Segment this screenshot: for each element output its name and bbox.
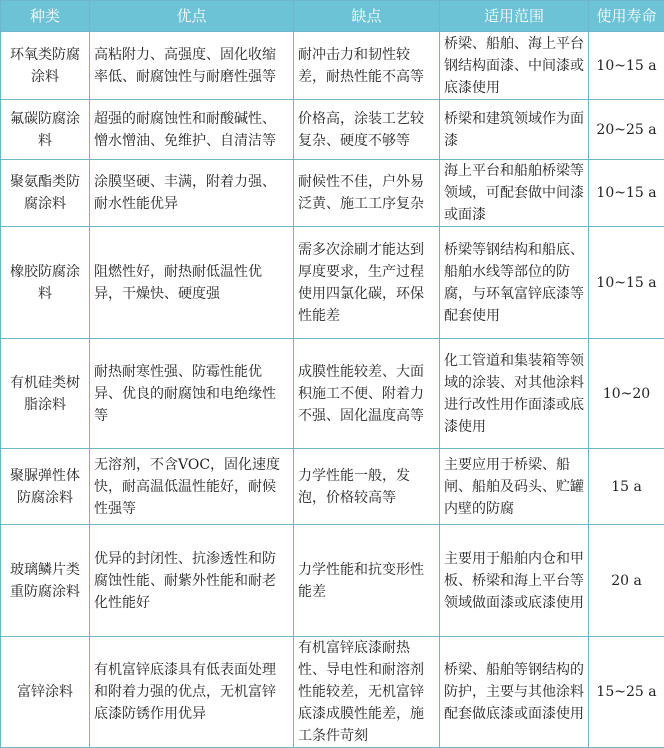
disadvantages-cell: 耐候性不佳，户外易泛黄、施工工序复杂	[294, 160, 440, 227]
advantages-cell: 超强的耐腐蚀性和耐酸碱性、憎水憎油、免维护、自清洁等	[90, 100, 294, 160]
table-row	[1, 160, 664, 227]
advantages-cell: 涂膜坚硬、丰满，附着力强、耐水性能优异	[90, 160, 294, 227]
life-cell: 15 a	[589, 449, 664, 525]
table-row	[1, 449, 664, 525]
scope-cell: 主要应用于桥梁、船闸、船舶及码头、贮罐内壁的防腐	[440, 449, 589, 525]
header-scope: 适用范围	[440, 1, 589, 32]
disadvantages-cell: 力学性能一般，发泡，价格较高等	[294, 449, 440, 525]
type-cell: 环氧类防腐涂料	[1, 32, 90, 100]
disadvantages-cell: 需多次涂刷才能达到厚度要求，生产过程使用四氯化碳，环保性能差	[294, 227, 440, 339]
disadvantages-cell: 价格高，涂装工艺较复杂、硬度不够等	[294, 100, 440, 160]
header-type: 种类	[1, 1, 90, 32]
disadvantages-cell: 耐冲击力和韧性较差，耐热性能不高等	[294, 32, 440, 100]
disadvantages-cell: 力学性能和抗变形性能差	[294, 525, 440, 637]
header-advantages: 优点	[90, 1, 294, 32]
scope-cell: 化工管道和集装箱等领域的涂装、对其他涂料进行改性用作面漆或底漆使用	[440, 339, 589, 449]
advantages-cell: 无溶剂，不含VOC，固化速度快，耐高温低温性能好，耐候性强等	[90, 449, 294, 525]
life-cell: 10~15 a	[589, 32, 664, 100]
life-cell: 10~20	[589, 339, 664, 449]
life-cell: 20 a	[589, 525, 664, 637]
scope-cell: 桥梁、船舶等钢结构的防护，主要与其他涂料配套做底漆或面漆使用	[440, 637, 589, 748]
disadvantages-cell: 有机富锌底漆耐热性、导电性和耐溶剂性能较差，无机富锌底漆成膜性能差，施工条件苛刻	[294, 637, 440, 748]
table-row	[1, 100, 664, 160]
advantages-cell: 阻燃性好，耐热耐低温性优异，干燥快、硬度强	[90, 227, 294, 339]
type-cell: 橡胶防腐涂料	[1, 227, 90, 339]
scope-cell: 桥梁等钢结构和船底、船舶水线等部位的防腐，与环氧富锌底漆等配套使用	[440, 227, 589, 339]
type-cell: 有机硅类树脂涂料	[1, 339, 90, 449]
scope-cell: 桥梁、船舶、海上平台钢结构面漆、中间漆或底漆使用	[440, 32, 589, 100]
scope-cell: 桥梁和建筑领域作为面漆	[440, 100, 589, 160]
advantages-cell: 有机富锌底漆具有低表面处理和附着力强的优点，无机富锌底漆防锈作用优异	[90, 637, 294, 748]
scope-cell: 海上平台和船舶桥梁等领域，可配套做中间漆或面漆	[440, 160, 589, 227]
life-cell: 10~15 a	[589, 227, 664, 339]
header-life: 使用寿命	[589, 1, 664, 32]
disadvantages-cell: 成膜性能较差、大面积施工不便、附着力不强、固化温度高等	[294, 339, 440, 449]
life-cell: 10~15 a	[589, 160, 664, 227]
scope-cell: 主要用于船舶内仓和甲板、桥梁和海上平台等领域做面漆或底漆使用	[440, 525, 589, 637]
life-cell: 15~25 a	[589, 637, 664, 748]
header-disadvantages: 缺点	[294, 1, 440, 32]
advantages-cell: 耐热耐寒性强、防霉性能优异、优良的耐腐蚀和电绝缘性等	[90, 339, 294, 449]
advantages-cell: 优异的封闭性、抗渗透性和防腐蚀性能、耐紫外性能和耐老化性能好	[90, 525, 294, 637]
type-cell: 氟碳防腐涂料	[1, 100, 90, 160]
table-row	[1, 227, 664, 339]
type-cell: 聚脲弹性体防腐涂料	[1, 449, 90, 525]
type-cell: 聚氨酯类防腐涂料	[1, 160, 90, 227]
table-row	[1, 32, 664, 100]
table-row	[1, 525, 664, 637]
table-row	[1, 637, 664, 748]
type-cell: 富锌涂料	[1, 637, 90, 748]
life-cell: 20~25 a	[589, 100, 664, 160]
table-row	[1, 339, 664, 449]
header-row	[1, 1, 664, 32]
type-cell: 玻璃鳞片类重防腐涂料	[1, 525, 90, 637]
advantages-cell: 高粘附力、高强度、固化收缩率低、耐腐蚀性与耐磨性强等	[90, 32, 294, 100]
